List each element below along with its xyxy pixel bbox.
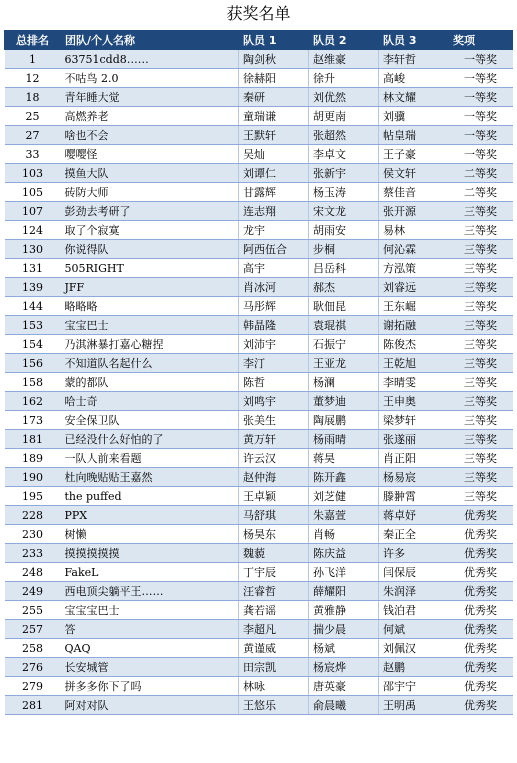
- team-name-cell: 树懒: [61, 525, 239, 544]
- award-cell: 一等奖: [449, 145, 513, 164]
- award-table: [4, 30, 513, 715]
- rank-cell: 12: [5, 69, 61, 88]
- rank-cell: 195: [5, 487, 61, 506]
- member-3-cell: 谢拓融: [379, 316, 449, 335]
- table-row: [5, 449, 513, 468]
- member-1-cell: 李超凡: [239, 620, 309, 639]
- award-cell: 一等奖: [449, 88, 513, 107]
- team-name-cell: 不知道队名起什么: [61, 354, 239, 373]
- table-row: [5, 639, 513, 658]
- table-row: [5, 126, 513, 145]
- team-name-cell: 摸鱼大队: [61, 164, 239, 183]
- table-row: [5, 468, 513, 487]
- team-name-cell: 啥也不会: [61, 126, 239, 145]
- member-1-cell: 韩晶隆: [239, 316, 309, 335]
- member-3-cell: 肖正阳: [379, 449, 449, 468]
- team-name-cell: the puffed: [61, 487, 239, 506]
- header-member-2: 队员 2: [309, 31, 379, 50]
- member-2-cell: 杨雨晴: [309, 430, 379, 449]
- member-1-cell: 林咏: [239, 677, 309, 696]
- table-row: [5, 544, 513, 563]
- member-1-cell: 赵仲海: [239, 468, 309, 487]
- award-cell: 优秀奖: [449, 677, 513, 696]
- table-row: [5, 297, 513, 316]
- member-3-cell: 陈俊杰: [379, 335, 449, 354]
- table-header-row: [5, 31, 513, 50]
- rank-cell: 158: [5, 373, 61, 392]
- rank-cell: 189: [5, 449, 61, 468]
- team-name-cell: 略略略: [61, 297, 239, 316]
- member-2-cell: 蒋昊: [309, 449, 379, 468]
- member-2-cell: 耿佃昆: [309, 297, 379, 316]
- table-row: [5, 487, 513, 506]
- member-2-cell: 赵维豪: [309, 50, 379, 69]
- member-1-cell: 肖冰河: [239, 278, 309, 297]
- award-cell: 一等奖: [449, 69, 513, 88]
- award-cell: 一等奖: [449, 126, 513, 145]
- member-1-cell: 陈哲: [239, 373, 309, 392]
- member-2-cell: 薛耀阳: [309, 582, 379, 601]
- award-cell: 三等奖: [449, 468, 513, 487]
- table-row: [5, 563, 513, 582]
- member-2-cell: 刘优然: [309, 88, 379, 107]
- member-3-cell: 侯文轩: [379, 164, 449, 183]
- member-2-cell: 董梦迪: [309, 392, 379, 411]
- team-name-cell: 蒙的都队: [61, 373, 239, 392]
- member-1-cell: 黄谨威: [239, 639, 309, 658]
- member-2-cell: 胡雨安: [309, 221, 379, 240]
- member-1-cell: 张美生: [239, 411, 309, 430]
- rank-cell: 144: [5, 297, 61, 316]
- member-1-cell: 秦研: [239, 88, 309, 107]
- award-cell: 优秀奖: [449, 525, 513, 544]
- rank-cell: 230: [5, 525, 61, 544]
- table-row: [5, 582, 513, 601]
- team-name-cell: 取了个寂寞: [61, 221, 239, 240]
- award-cell: 三等奖: [449, 240, 513, 259]
- award-cell: 二等奖: [449, 164, 513, 183]
- table-row: [5, 525, 513, 544]
- team-name-cell: 西电顶尖躺平王……: [61, 582, 239, 601]
- member-3-cell: 秦正全: [379, 525, 449, 544]
- member-3-cell: 高峻: [379, 69, 449, 88]
- member-1-cell: 甘露辉: [239, 183, 309, 202]
- team-name-cell: QAQ: [61, 639, 239, 658]
- rank-cell: 33: [5, 145, 61, 164]
- member-1-cell: 刘沛宇: [239, 335, 309, 354]
- member-2-cell: 陈庆益: [309, 544, 379, 563]
- member-2-cell: 步桐: [309, 240, 379, 259]
- team-name-cell: 乃淇淋暴打嘉心糖捏: [61, 335, 239, 354]
- table-row: [5, 259, 513, 278]
- member-1-cell: 王悠乐: [239, 696, 309, 715]
- member-3-cell: 李晴雯: [379, 373, 449, 392]
- team-name-cell: FakeL: [61, 563, 239, 582]
- team-name-cell: 哈士奇: [61, 392, 239, 411]
- header-member-1: 队员 1: [239, 31, 309, 50]
- rank-cell: 25: [5, 107, 61, 126]
- rank-cell: 257: [5, 620, 61, 639]
- award-cell: 优秀奖: [449, 544, 513, 563]
- member-3-cell: 蒋卓妤: [379, 506, 449, 525]
- member-3-cell: 滕翀霄: [379, 487, 449, 506]
- table-row: [5, 316, 513, 335]
- member-2-cell: 王亚龙: [309, 354, 379, 373]
- member-3-cell: 王东崛: [379, 297, 449, 316]
- member-1-cell: 龚若谣: [239, 601, 309, 620]
- team-name-cell: 嘤嘤怪: [61, 145, 239, 164]
- member-1-cell: 马舒琪: [239, 506, 309, 525]
- member-1-cell: 王默轩: [239, 126, 309, 145]
- member-3-cell: 李轩哲: [379, 50, 449, 69]
- table-row: [5, 335, 513, 354]
- team-name-cell: 青年睡大觉: [61, 88, 239, 107]
- member-1-cell: 黄万轩: [239, 430, 309, 449]
- member-1-cell: 童瑞谦: [239, 107, 309, 126]
- rank-cell: 156: [5, 354, 61, 373]
- member-3-cell: 刘骥: [379, 107, 449, 126]
- member-3-cell: 林文耀: [379, 88, 449, 107]
- member-2-cell: 徐升: [309, 69, 379, 88]
- rank-cell: 255: [5, 601, 61, 620]
- rank-cell: 105: [5, 183, 61, 202]
- member-3-cell: 王明禹: [379, 696, 449, 715]
- award-cell: 优秀奖: [449, 601, 513, 620]
- member-2-cell: 朱嘉萱: [309, 506, 379, 525]
- rank-cell: 162: [5, 392, 61, 411]
- member-1-cell: 李汀: [239, 354, 309, 373]
- rank-cell: 281: [5, 696, 61, 715]
- member-3-cell: 张遂丽: [379, 430, 449, 449]
- team-name-cell: JFF: [61, 278, 239, 297]
- rank-cell: 190: [5, 468, 61, 487]
- rank-cell: 153: [5, 316, 61, 335]
- member-1-cell: 丁宇辰: [239, 563, 309, 582]
- member-1-cell: 魏藐: [239, 544, 309, 563]
- member-1-cell: 龙宇: [239, 221, 309, 240]
- award-cell: 三等奖: [449, 354, 513, 373]
- member-3-cell: 帖皇瑞: [379, 126, 449, 145]
- award-cell: 二等奖: [449, 183, 513, 202]
- table-row: [5, 164, 513, 183]
- member-2-cell: 胡更南: [309, 107, 379, 126]
- member-2-cell: 陈开鑫: [309, 468, 379, 487]
- team-name-cell: 63751cdd8……: [61, 50, 239, 69]
- award-cell: 三等奖: [449, 411, 513, 430]
- member-2-cell: 宋文龙: [309, 202, 379, 221]
- team-name-cell: 505RIGHT: [61, 259, 239, 278]
- award-cell: 优秀奖: [449, 620, 513, 639]
- rank-cell: 233: [5, 544, 61, 563]
- member-2-cell: 张新宇: [309, 164, 379, 183]
- member-2-cell: 肖畅: [309, 525, 379, 544]
- member-1-cell: 连志翔: [239, 202, 309, 221]
- header-award: 奖项: [449, 31, 513, 50]
- team-name-cell: PPX: [61, 506, 239, 525]
- table-row: [5, 183, 513, 202]
- member-1-cell: 汪睿哲: [239, 582, 309, 601]
- rank-cell: 27: [5, 126, 61, 145]
- table-row: [5, 601, 513, 620]
- award-cell: 三等奖: [449, 449, 513, 468]
- member-3-cell: 何斌: [379, 620, 449, 639]
- table-row: [5, 50, 513, 69]
- member-1-cell: 刘鸣宇: [239, 392, 309, 411]
- table-row: [5, 411, 513, 430]
- header-rank: 总排名: [5, 31, 61, 50]
- rank-cell: 248: [5, 563, 61, 582]
- rank-cell: 276: [5, 658, 61, 677]
- member-3-cell: 方泓策: [379, 259, 449, 278]
- table-row: [5, 392, 513, 411]
- award-cell: 优秀奖: [449, 506, 513, 525]
- award-cell: 三等奖: [449, 202, 513, 221]
- table-row: [5, 354, 513, 373]
- team-name-cell: 杜向晚贴贴王嘉然: [61, 468, 239, 487]
- rank-cell: 1: [5, 50, 61, 69]
- member-3-cell: 杨易宸: [379, 468, 449, 487]
- member-3-cell: 邵宇宁: [379, 677, 449, 696]
- member-1-cell: 马彤辉: [239, 297, 309, 316]
- rank-cell: 107: [5, 202, 61, 221]
- award-cell: 三等奖: [449, 278, 513, 297]
- member-1-cell: 高宇: [239, 259, 309, 278]
- member-3-cell: 闫保辰: [379, 563, 449, 582]
- award-cell: 优秀奖: [449, 582, 513, 601]
- member-2-cell: 杨斌: [309, 639, 379, 658]
- table-row: [5, 696, 513, 715]
- award-cell: 一等奖: [449, 50, 513, 69]
- member-1-cell: 刘谭仁: [239, 164, 309, 183]
- award-cell: 三等奖: [449, 487, 513, 506]
- header-team-name: 团队/个人名称: [61, 31, 239, 50]
- team-name-cell: 长安城管: [61, 658, 239, 677]
- award-cell: 优秀奖: [449, 639, 513, 658]
- rank-cell: 103: [5, 164, 61, 183]
- team-name-cell: 彭劲去考研了: [61, 202, 239, 221]
- award-cell: 优秀奖: [449, 658, 513, 677]
- member-2-cell: 孙飞洋: [309, 563, 379, 582]
- award-cell: 三等奖: [449, 259, 513, 278]
- member-3-cell: 王乾旭: [379, 354, 449, 373]
- table-row: [5, 69, 513, 88]
- team-name-cell: 不咕鸟 2.0: [61, 69, 239, 88]
- table-row: [5, 658, 513, 677]
- member-2-cell: 揣少晨: [309, 620, 379, 639]
- member-1-cell: 杨昊东: [239, 525, 309, 544]
- member-3-cell: 赵鹏: [379, 658, 449, 677]
- rank-cell: 130: [5, 240, 61, 259]
- member-3-cell: 钱泊君: [379, 601, 449, 620]
- team-name-cell: 已经没什么好怕的了: [61, 430, 239, 449]
- award-cell: 三等奖: [449, 335, 513, 354]
- table-row: [5, 620, 513, 639]
- header-member-3: 队员 3: [379, 31, 449, 50]
- table-row: [5, 221, 513, 240]
- member-3-cell: 张开源: [379, 202, 449, 221]
- member-2-cell: 石振宁: [309, 335, 379, 354]
- member-1-cell: 王卓颖: [239, 487, 309, 506]
- table-row: [5, 240, 513, 259]
- member-3-cell: 王申奥: [379, 392, 449, 411]
- award-cell: 三等奖: [449, 316, 513, 335]
- table-row: [5, 88, 513, 107]
- rank-cell: 154: [5, 335, 61, 354]
- table-row: [5, 430, 513, 449]
- rank-cell: 131: [5, 259, 61, 278]
- table-row: [5, 373, 513, 392]
- rank-cell: 173: [5, 411, 61, 430]
- rank-cell: 258: [5, 639, 61, 658]
- rank-cell: 249: [5, 582, 61, 601]
- team-name-cell: 你说得队: [61, 240, 239, 259]
- award-cell: 优秀奖: [449, 563, 513, 582]
- award-cell: 三等奖: [449, 373, 513, 392]
- member-3-cell: 刘佩汉: [379, 639, 449, 658]
- member-2-cell: 黄雅静: [309, 601, 379, 620]
- rank-cell: 279: [5, 677, 61, 696]
- member-1-cell: 田宗凯: [239, 658, 309, 677]
- rank-cell: 124: [5, 221, 61, 240]
- member-3-cell: 蔡佳音: [379, 183, 449, 202]
- member-3-cell: 朱润泽: [379, 582, 449, 601]
- table-row: [5, 202, 513, 221]
- member-3-cell: 王子豪: [379, 145, 449, 164]
- member-2-cell: 吕岳科: [309, 259, 379, 278]
- member-3-cell: 易林: [379, 221, 449, 240]
- team-name-cell: 宝宝宝巴士: [61, 601, 239, 620]
- member-3-cell: 梁梦轩: [379, 411, 449, 430]
- team-name-cell: 宝宝巴士: [61, 316, 239, 335]
- team-name-cell: 摸摸摸摸摸: [61, 544, 239, 563]
- member-1-cell: 阿西伍合: [239, 240, 309, 259]
- member-2-cell: 俞晨曦: [309, 696, 379, 715]
- rank-cell: 18: [5, 88, 61, 107]
- award-cell: 三等奖: [449, 297, 513, 316]
- team-name-cell: 安全保卫队: [61, 411, 239, 430]
- award-cell: 三等奖: [449, 392, 513, 411]
- table-row: [5, 677, 513, 696]
- team-name-cell: 一队人前来看题: [61, 449, 239, 468]
- member-2-cell: 袁琨祺: [309, 316, 379, 335]
- team-name-cell: 砖防大师: [61, 183, 239, 202]
- member-2-cell: 郝杰: [309, 278, 379, 297]
- table-row: [5, 278, 513, 297]
- member-1-cell: 陶剑秋: [239, 50, 309, 69]
- table-row: [5, 506, 513, 525]
- member-2-cell: 李卓文: [309, 145, 379, 164]
- member-2-cell: 杨澜: [309, 373, 379, 392]
- member-2-cell: 杨玉涛: [309, 183, 379, 202]
- award-cell: 一等奖: [449, 107, 513, 126]
- team-name-cell: 高燃养老: [61, 107, 239, 126]
- member-3-cell: 许多: [379, 544, 449, 563]
- member-2-cell: 杨宸烨: [309, 658, 379, 677]
- member-1-cell: 吴灿: [239, 145, 309, 164]
- award-cell: 三等奖: [449, 221, 513, 240]
- member-1-cell: 许云汉: [239, 449, 309, 468]
- member-2-cell: 刘芝健: [309, 487, 379, 506]
- rank-cell: 139: [5, 278, 61, 297]
- award-cell: 三等奖: [449, 430, 513, 449]
- rank-cell: 181: [5, 430, 61, 449]
- member-3-cell: 何沁霖: [379, 240, 449, 259]
- rank-cell: 228: [5, 506, 61, 525]
- table-body: [5, 50, 513, 715]
- table-row: [5, 107, 513, 126]
- member-3-cell: 刘睿远: [379, 278, 449, 297]
- team-name-cell: 答: [61, 620, 239, 639]
- page-title: 获奖名单: [226, 4, 291, 23]
- member-2-cell: 唐英豪: [309, 677, 379, 696]
- team-name-cell: 阿对对队: [61, 696, 239, 715]
- member-2-cell: 张超然: [309, 126, 379, 145]
- team-name-cell: 拼多多你下了吗: [61, 677, 239, 696]
- member-2-cell: 陶展鹏: [309, 411, 379, 430]
- member-1-cell: 徐赫阳: [239, 69, 309, 88]
- award-cell: 优秀奖: [449, 696, 513, 715]
- table-row: [5, 145, 513, 164]
